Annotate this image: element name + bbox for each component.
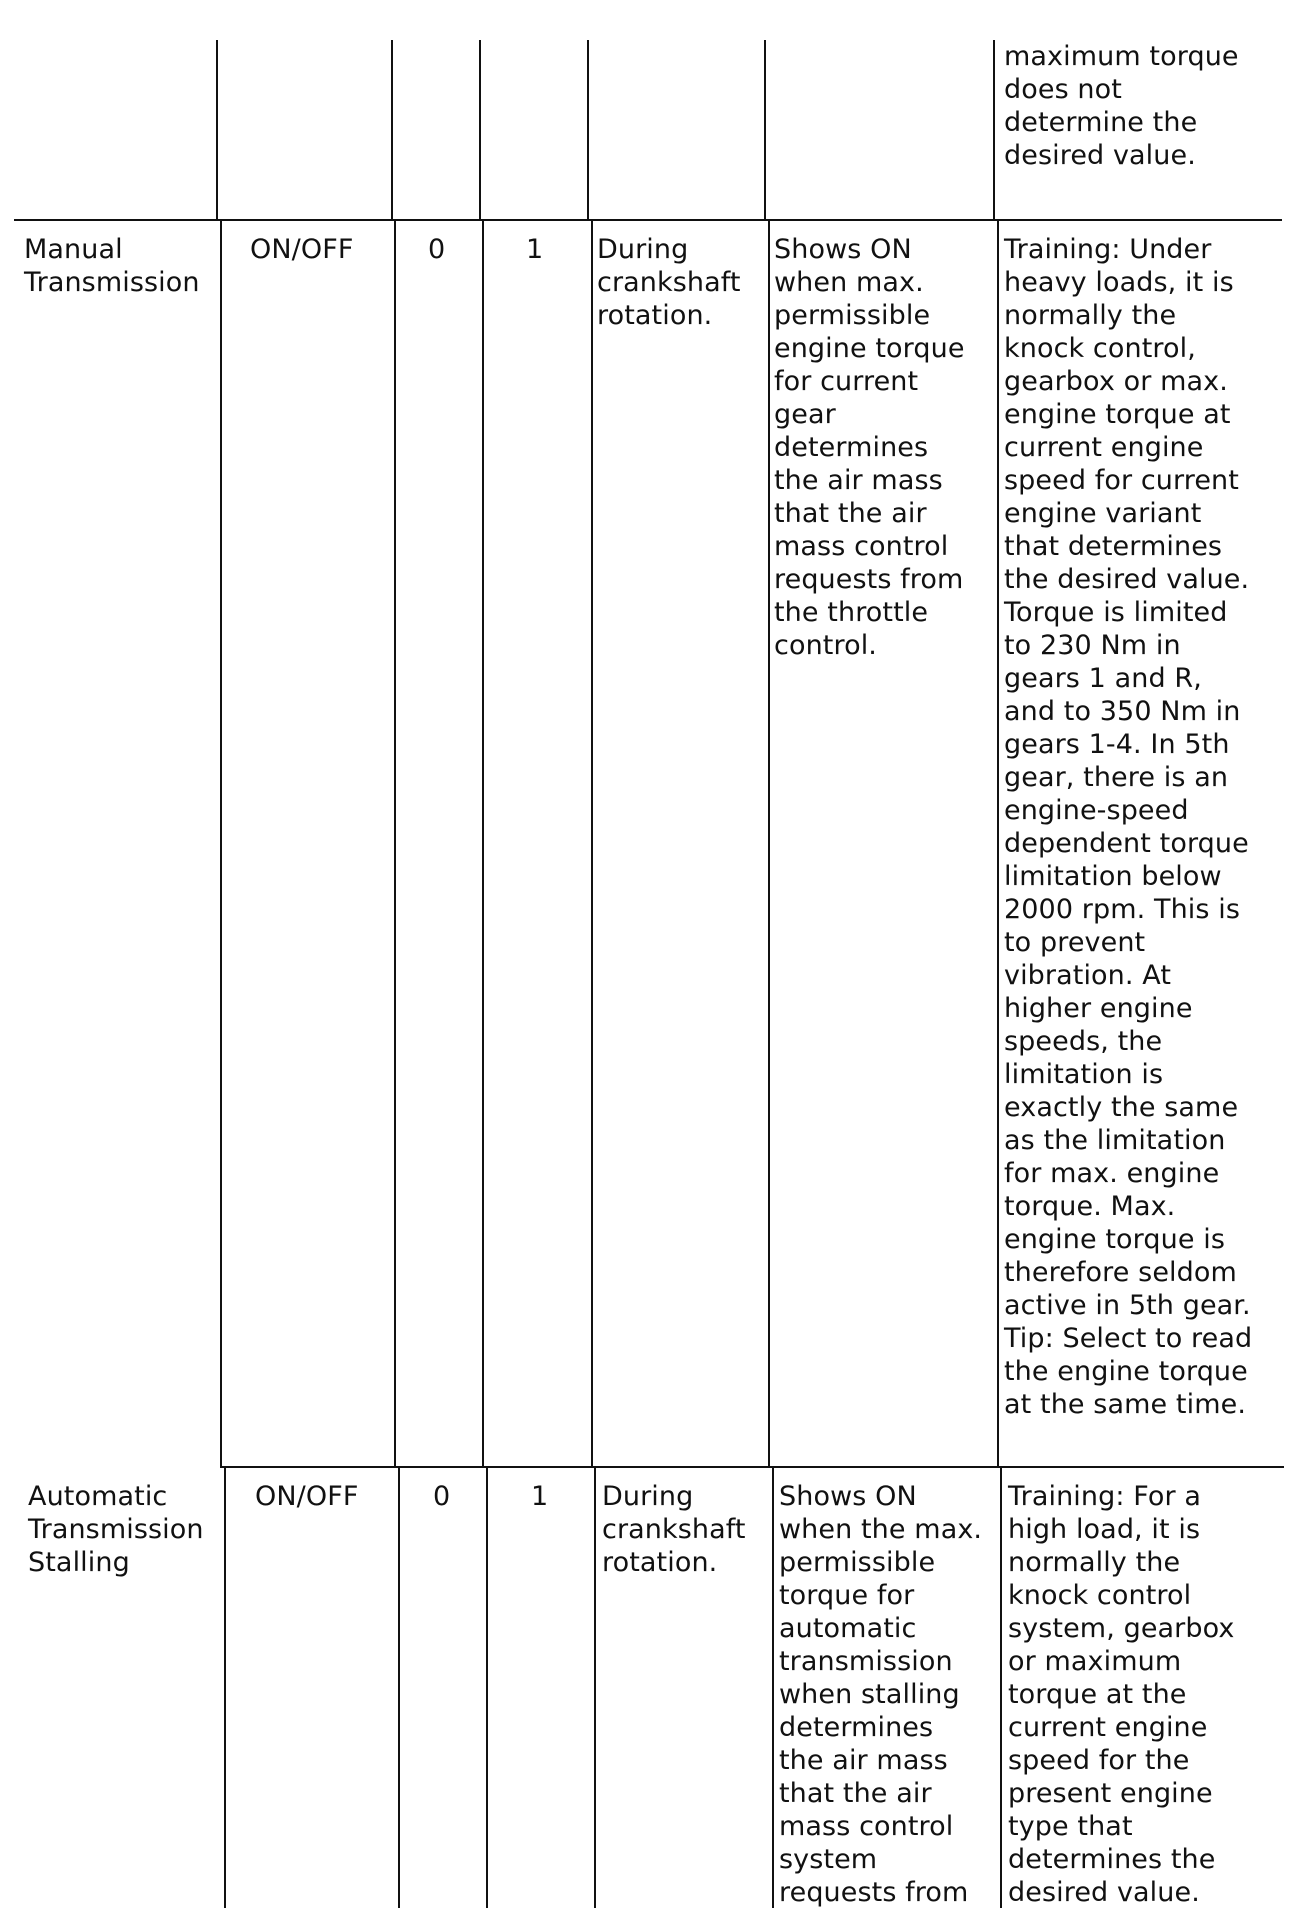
- column-divider: [220, 221, 222, 1467]
- min-value-cell: 0: [428, 234, 446, 265]
- column-divider: [398, 1468, 400, 1908]
- parameter-cell: Automatic Transmission Stalling: [28, 1481, 204, 1578]
- row-divider: [220, 1466, 1284, 1468]
- column-divider: [216, 40, 218, 220]
- row-divider: [14, 219, 1282, 221]
- column-divider: [993, 40, 995, 220]
- column-divider: [482, 221, 484, 1467]
- top-notes-cell: maximum torque does not determine the desired value.: [1004, 41, 1239, 171]
- column-divider: [486, 1468, 488, 1908]
- column-divider: [224, 1468, 226, 1908]
- notes-cell: Training: Under heavy loads, it is normally the knock control, gearbox or max. engine torque at current engine speed for current engine variant that determines the desired value. Torque is limited to 230 Nm in gears 1 and R, and to 350 Nm in gears 1-4. In 5th gear, there is an engine-speed dependent torque limitation below 2000 rpm. This is to prevent vibration. At higher engine speeds, the limitation is exactly the same as the limitation for max. engine torque. Max. engine torque is therefore seldom active in 5th gear. Tip: Select to read the engine torque at the same time.: [1004, 234, 1253, 1420]
- description-cell: Shows ON when max. permissible engine torque for current gear determines the air mass that the air mass control requests from the throttle control.: [774, 234, 965, 661]
- column-divider: [479, 40, 481, 220]
- unit-cell: ON/OFF: [255, 1481, 359, 1512]
- column-divider: [391, 40, 393, 220]
- condition-cell: During crankshaft rotation.: [602, 1481, 746, 1578]
- max-value-cell: 1: [526, 234, 544, 265]
- column-divider: [997, 221, 999, 1467]
- column-divider: [587, 40, 589, 220]
- column-divider: [394, 221, 396, 1467]
- description-cell: Shows ON when the max. permissible torque for automatic transmission when stalling determines the air mass that the air mass control system requests from: [779, 1481, 983, 1908]
- column-divider: [768, 221, 770, 1467]
- max-value-cell: 1: [531, 1481, 549, 1512]
- condition-cell: During crankshaft rotation.: [597, 234, 741, 331]
- column-divider: [764, 40, 766, 220]
- notes-cell: Training: For a high load, it is normally the knock control system, gearbox or maximum torque at the current engine speed for the present engine type that determines the desired value.: [1008, 1481, 1235, 1908]
- parameter-cell: Manual Transmission: [24, 234, 200, 298]
- column-divider: [772, 1468, 774, 1908]
- unit-cell: ON/OFF: [250, 234, 354, 265]
- column-divider: [594, 1468, 596, 1908]
- column-divider: [591, 221, 593, 1467]
- min-value-cell: 0: [433, 1481, 451, 1512]
